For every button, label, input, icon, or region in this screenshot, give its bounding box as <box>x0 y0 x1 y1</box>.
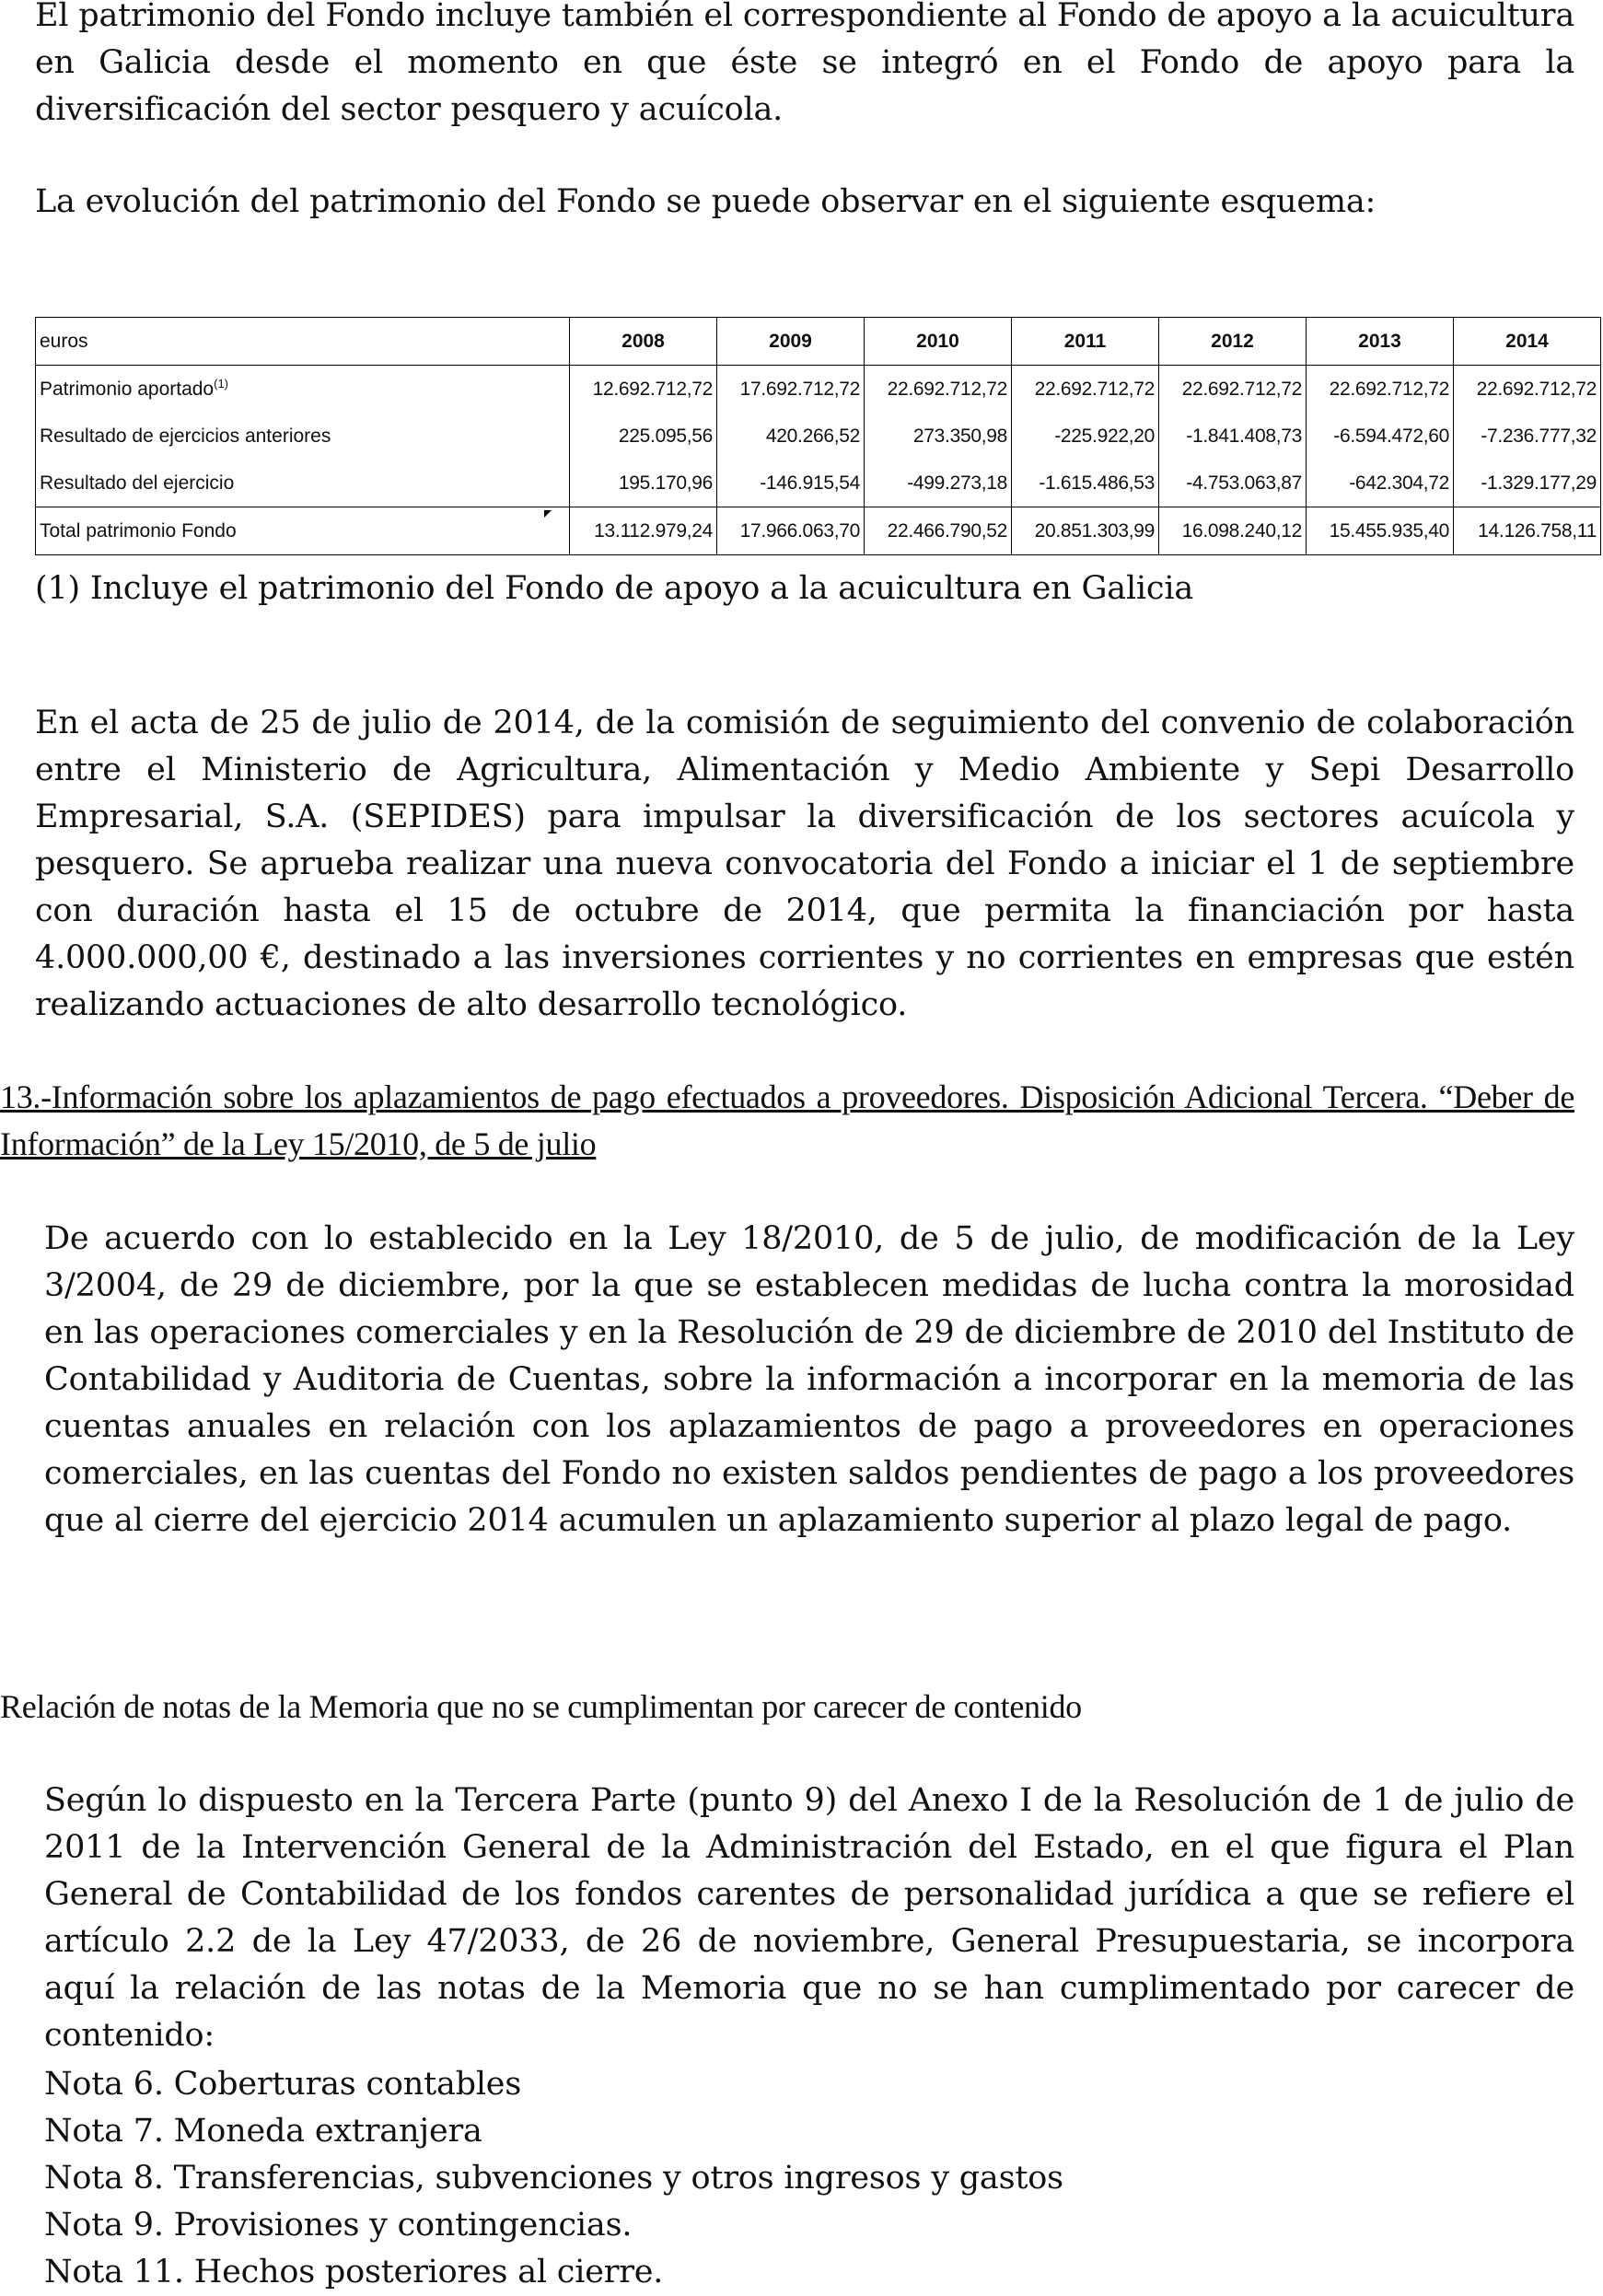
table-cell: 20.851.303,99 <box>1012 507 1159 555</box>
year-header: 2013 <box>1307 318 1454 366</box>
table-row <box>36 413 1601 460</box>
table-cell: 22.692.712,72 <box>1159 366 1307 414</box>
table-cell: 22.692.712,72 <box>1307 366 1454 414</box>
table-cell: 17.692.712,72 <box>717 366 865 414</box>
table-row <box>36 460 1601 507</box>
patrimonio-table <box>35 317 1601 555</box>
table-cell: 225.095,56 <box>570 413 717 460</box>
total-row <box>36 507 1601 555</box>
list-item: Nota 11. Hechos posteriores al cierre. <box>44 2254 664 2290</box>
table-cell: 14.126.758,11 <box>1454 507 1601 555</box>
row-label: Resultado de ejercicios anteriores <box>36 413 570 460</box>
section-13-heading: 13.-Información sobre los aplazamientos de pago efectuados a proveedores. Disposición Adicional Tercera. “Deber de Información” de la Ley 15/2010, de 5 de julio <box>0 1078 1574 1162</box>
year-header: 2012 <box>1159 318 1307 366</box>
acta-paragraph: En el acta de 25 de julio de 2014, de la comisión de seguimiento del convenio de colaboración entre el Ministerio de Agricultura, Alimentación y Medio Ambiente y Sepi Desarrollo Empresarial, S.A. (SEPIDES) para impulsar la diversificación de los sectores acuícola y pesquero. Se aprueba realizar una nueva convocatoria del Fondo a iniciar el 1 de septiembre con duración hasta el 15 de octubre de 2014, que permita la financiación por hasta 4.000.000,00 €, destinado a las inversiones corrientes y no corrientes en empresas que estén realizando actuaciones de alto desarrollo tecnológico. <box>35 705 1574 1023</box>
table-cell: -1.615.486,53 <box>1012 460 1159 507</box>
table-footnote: (1) Incluye el patrimonio del Fondo de apoyo a la acuicultura en Galicia <box>35 570 1193 607</box>
cell-corner-mark <box>544 510 552 518</box>
row-label <box>36 366 570 414</box>
row-label-text: Patrimonio aportado <box>40 378 215 400</box>
table-cell: -6.594.472,60 <box>1307 413 1454 460</box>
notas-heading: Relación de notas de la Memoria que no se cumplimentan por carecer de contenido <box>0 1688 1082 1725</box>
list-item: Nota 8. Transferencias, subvenciones y otros ingresos y gastos <box>44 2160 1063 2197</box>
table-cell: 195.170,96 <box>570 460 717 507</box>
list-item: Nota 6. Coberturas contables <box>44 2066 522 2103</box>
table-cell: -4.753.063,87 <box>1159 460 1307 507</box>
year-header: 2011 <box>1012 318 1159 366</box>
table-cell: -146.915,54 <box>717 460 865 507</box>
table-cell: 12.692.712,72 <box>570 366 717 414</box>
year-header: 2008 <box>570 318 717 366</box>
footnote-marker: (1) <box>214 376 229 390</box>
table-cell: 273.350,98 <box>865 413 1012 460</box>
row-label: Resultado del ejercicio <box>36 460 570 507</box>
unit-label: euros <box>36 318 570 366</box>
table-cell: 22.692.712,72 <box>865 366 1012 414</box>
table-cell: -1.841.408,73 <box>1159 413 1307 460</box>
row-label: Total patrimonio Fondo <box>36 507 570 555</box>
intro-paragraph: El patrimonio del Fondo incluye también el correspondiente al Fondo de apoyo a la acuicultura en Galicia desde el momento en que éste se integró en el Fondo de apoyo para la diversificación del sector pesquero y acuícola. <box>35 0 1574 128</box>
year-header: 2009 <box>717 318 865 366</box>
table-cell: 15.455.935,40 <box>1307 507 1454 555</box>
table-cell: 420.266,52 <box>717 413 865 460</box>
table-cell: -225.922,20 <box>1012 413 1159 460</box>
table-intro-paragraph: La evolución del patrimonio del Fondo se puede observar en el siguiente esquema: <box>35 183 1376 220</box>
table-cell: -642.304,72 <box>1307 460 1454 507</box>
table-cell: 17.966.063,70 <box>717 507 865 555</box>
aplazamientos-paragraph: De acuerdo con lo establecido en la Ley 18/2010, de 5 de julio, de modificación de la Ley 3/2004, de 29 de diciembre, por la que se establecen medidas de lucha contra la morosidad en las operaciones comerciales y en la Resolución de 29 de diciembre de 2010 del Instituto de Contabilidad y Auditoria de Cuentas, sobre la información a incorporar en la memoria de las cuentas anuales en relación con los aplazamientos de pago a proveedores en operaciones comerciales, en las cuentas del Fondo no existen saldos pendientes de pago a los proveedores que al cierre del ejercicio 2014 acumulen un aplazamiento superior al plazo legal de pago. <box>44 1220 1574 1539</box>
table-cell: 22.692.712,72 <box>1012 366 1159 414</box>
table-cell: -1.329.177,29 <box>1454 460 1601 507</box>
table-cell: 13.112.979,24 <box>570 507 717 555</box>
table-cell: 22.466.790,52 <box>865 507 1012 555</box>
year-header: 2014 <box>1454 318 1601 366</box>
table-cell: -499.273,18 <box>865 460 1012 507</box>
year-header: 2010 <box>865 318 1012 366</box>
notas-paragraph: Según lo dispuesto en la Tercera Parte (punto 9) del Anexo I de la Resolución de 1 de julio de 2011 de la Intervención General de la Administración del Estado, en el que figura el Plan General de Contabilidad de los fondos carentes de personalidad jurídica a que se refiere el artículo 2.2 de la Ley 47/2033, de 26 de noviembre, General Presupuestaria, se incorpora aquí la relación de las notas de la Memoria que no se han cumplimentado por carecer de contenido: <box>44 1782 1574 2054</box>
table-cell: -7.236.777,32 <box>1454 413 1601 460</box>
notes-list <box>44 2061 1063 2296</box>
list-item: Nota 7. Moneda extranjera <box>44 2113 482 2150</box>
table-cell: 22.692.712,72 <box>1454 366 1601 414</box>
list-item: Nota 9. Provisiones y contingencias. <box>44 2207 633 2244</box>
table-row <box>36 366 1601 414</box>
table-cell: 16.098.240,12 <box>1159 507 1307 555</box>
table-header-row <box>36 318 1601 366</box>
